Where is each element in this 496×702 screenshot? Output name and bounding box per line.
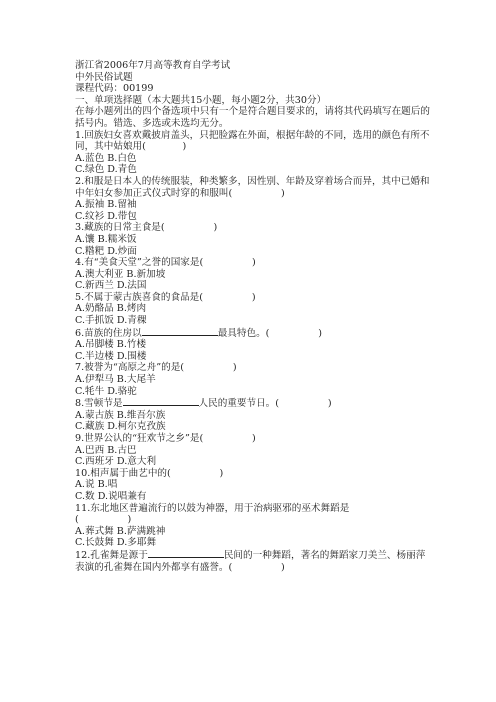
option-line: A.伊犁马 B.大尾羊 (75, 374, 156, 386)
option-line: C.藏族 D.柯尔克孜族 (75, 421, 166, 433)
question-stem: 1.回族妇女喜欢戴披肩盖头，只把脸露在外面，根据年龄的不同，选用的颜色有所不同，其中姑娘用( (75, 129, 430, 153)
option-line: A.吊脚楼 B.竹楼 (75, 339, 147, 351)
option-line: A.巴西 B.古巴 (75, 444, 137, 456)
question-stem: 人民的重要节日。( (198, 398, 280, 410)
question-8 (75, 397, 430, 410)
option-line: C.绿色 D.青色 (75, 164, 137, 176)
exam-subject: 中外民俗试题 (75, 71, 133, 83)
question-9 (75, 433, 430, 445)
question-10 (75, 468, 430, 480)
question-3 (75, 222, 430, 234)
question-12 (75, 549, 430, 573)
question-5 (75, 292, 430, 304)
option-line: C.数 D.说唱兼有 (75, 490, 147, 502)
question-stem-end: ) (213, 222, 218, 234)
option-line: A.奶酪品 B.烤肉 (75, 303, 147, 315)
option-line: C.长鼓舞 D.多耶舞 (75, 537, 157, 549)
course-code: 课程代码：00199 (75, 83, 154, 95)
question-stem: 最具特色。( (217, 327, 270, 339)
section-heading: 一、单项选择题（本大题共15小题，每小题2分，共30分） (75, 94, 327, 106)
fill-blank (123, 397, 199, 406)
question-1 (75, 130, 430, 153)
exam-page (75, 60, 430, 573)
question-stem-end: ) (127, 514, 132, 526)
question-stem: 10.相声属于曲艺中的( (75, 467, 171, 479)
question-11-cont (75, 514, 430, 526)
option-line: A.说 B.唱 (75, 479, 118, 491)
question-stem: 12.孔雀舞是源于 (75, 549, 148, 561)
exam-title: 浙江省2006年7月高等教育自学考试 (75, 60, 231, 71)
question-stem: 民间的一种舞蹈，著名的舞蹈家刀美兰、杨丽萍表演的孔雀舞在国内外都享有盛誉。( (75, 549, 426, 573)
option-line: A.馕 B.糯米饭 (75, 233, 137, 245)
question-stem: 3.藏族的日常主食是( (75, 222, 165, 234)
question-stem-end: ) (327, 398, 332, 410)
question-stem-end: ) (232, 362, 237, 374)
option-line: A.蒙古族 B.维吾尔族 (75, 409, 166, 421)
question-2 (75, 176, 430, 199)
fill-blank (148, 549, 224, 558)
question-stem-end: ) (252, 257, 256, 269)
question-stem-end: ) (281, 561, 285, 573)
option-line: C.纹衫 D.带包 (75, 210, 137, 222)
question-stem-end: ) (219, 467, 224, 479)
option-line: C.牦牛 D.骆驼 (75, 385, 137, 397)
question-stem: 9.世界公认的“狂欢节之乡”是( (75, 433, 204, 444)
question-11 (75, 503, 430, 515)
option-line: A.蓝色 B.白色 (75, 152, 137, 164)
question-stem-end: ) (182, 141, 187, 153)
question-stem-end: ) (281, 187, 285, 199)
option-line: C.新西兰 D.法国 (75, 280, 147, 292)
question-stem: 11.东北地区普遍流行的以鼓为神器，用于治病驱邪的巫术舞蹈是 (75, 502, 350, 514)
question-stem: 5.不属于蒙古族喜食的食品是( (75, 291, 204, 303)
question-stem: 6.苗族的住房以 (75, 327, 142, 339)
question-stem: ( (75, 514, 79, 526)
question-4 (75, 257, 430, 269)
question-stem: 4.有“美食天堂”之誉的国家是( (75, 257, 204, 269)
option-line: C.手抓饭 D.青稞 (75, 315, 147, 327)
question-stem: 2.和服是日本人的传统服装，种类繁多，因性别、年龄及穿着场合而异，其中已婚和中年妇女参加正式仪式时穿的和服叫( (75, 175, 430, 199)
question-6 (75, 327, 430, 340)
option-line: C.西班牙 D.意大利 (75, 456, 157, 468)
question-stem: 8.雪顿节是 (75, 398, 123, 410)
question-stem-end: ) (252, 433, 256, 444)
option-line: A.振袖 B.留袖 (75, 199, 137, 211)
section-instructions: 在每小题列出的四个备选项中只有一个是符合题目要求的，请将其代码填写在题后的括号内。错选、多选或未选均无分。 (75, 106, 430, 129)
option-line: A.澳大利亚 B.新加坡 (75, 268, 166, 280)
question-7 (75, 362, 430, 374)
question-stem-end: ) (318, 327, 322, 339)
option-line: C.糌粑 D.炒面 (75, 245, 137, 257)
fill-blank (142, 327, 218, 336)
option-line: C.半边楼 D.围楼 (75, 350, 147, 362)
question-stem: 7.被誉为“高原之舟”的是( (75, 362, 185, 374)
question-stem-end: ) (251, 291, 256, 303)
option-line: A.葬式舞 B.萨满跳神 (75, 525, 166, 537)
